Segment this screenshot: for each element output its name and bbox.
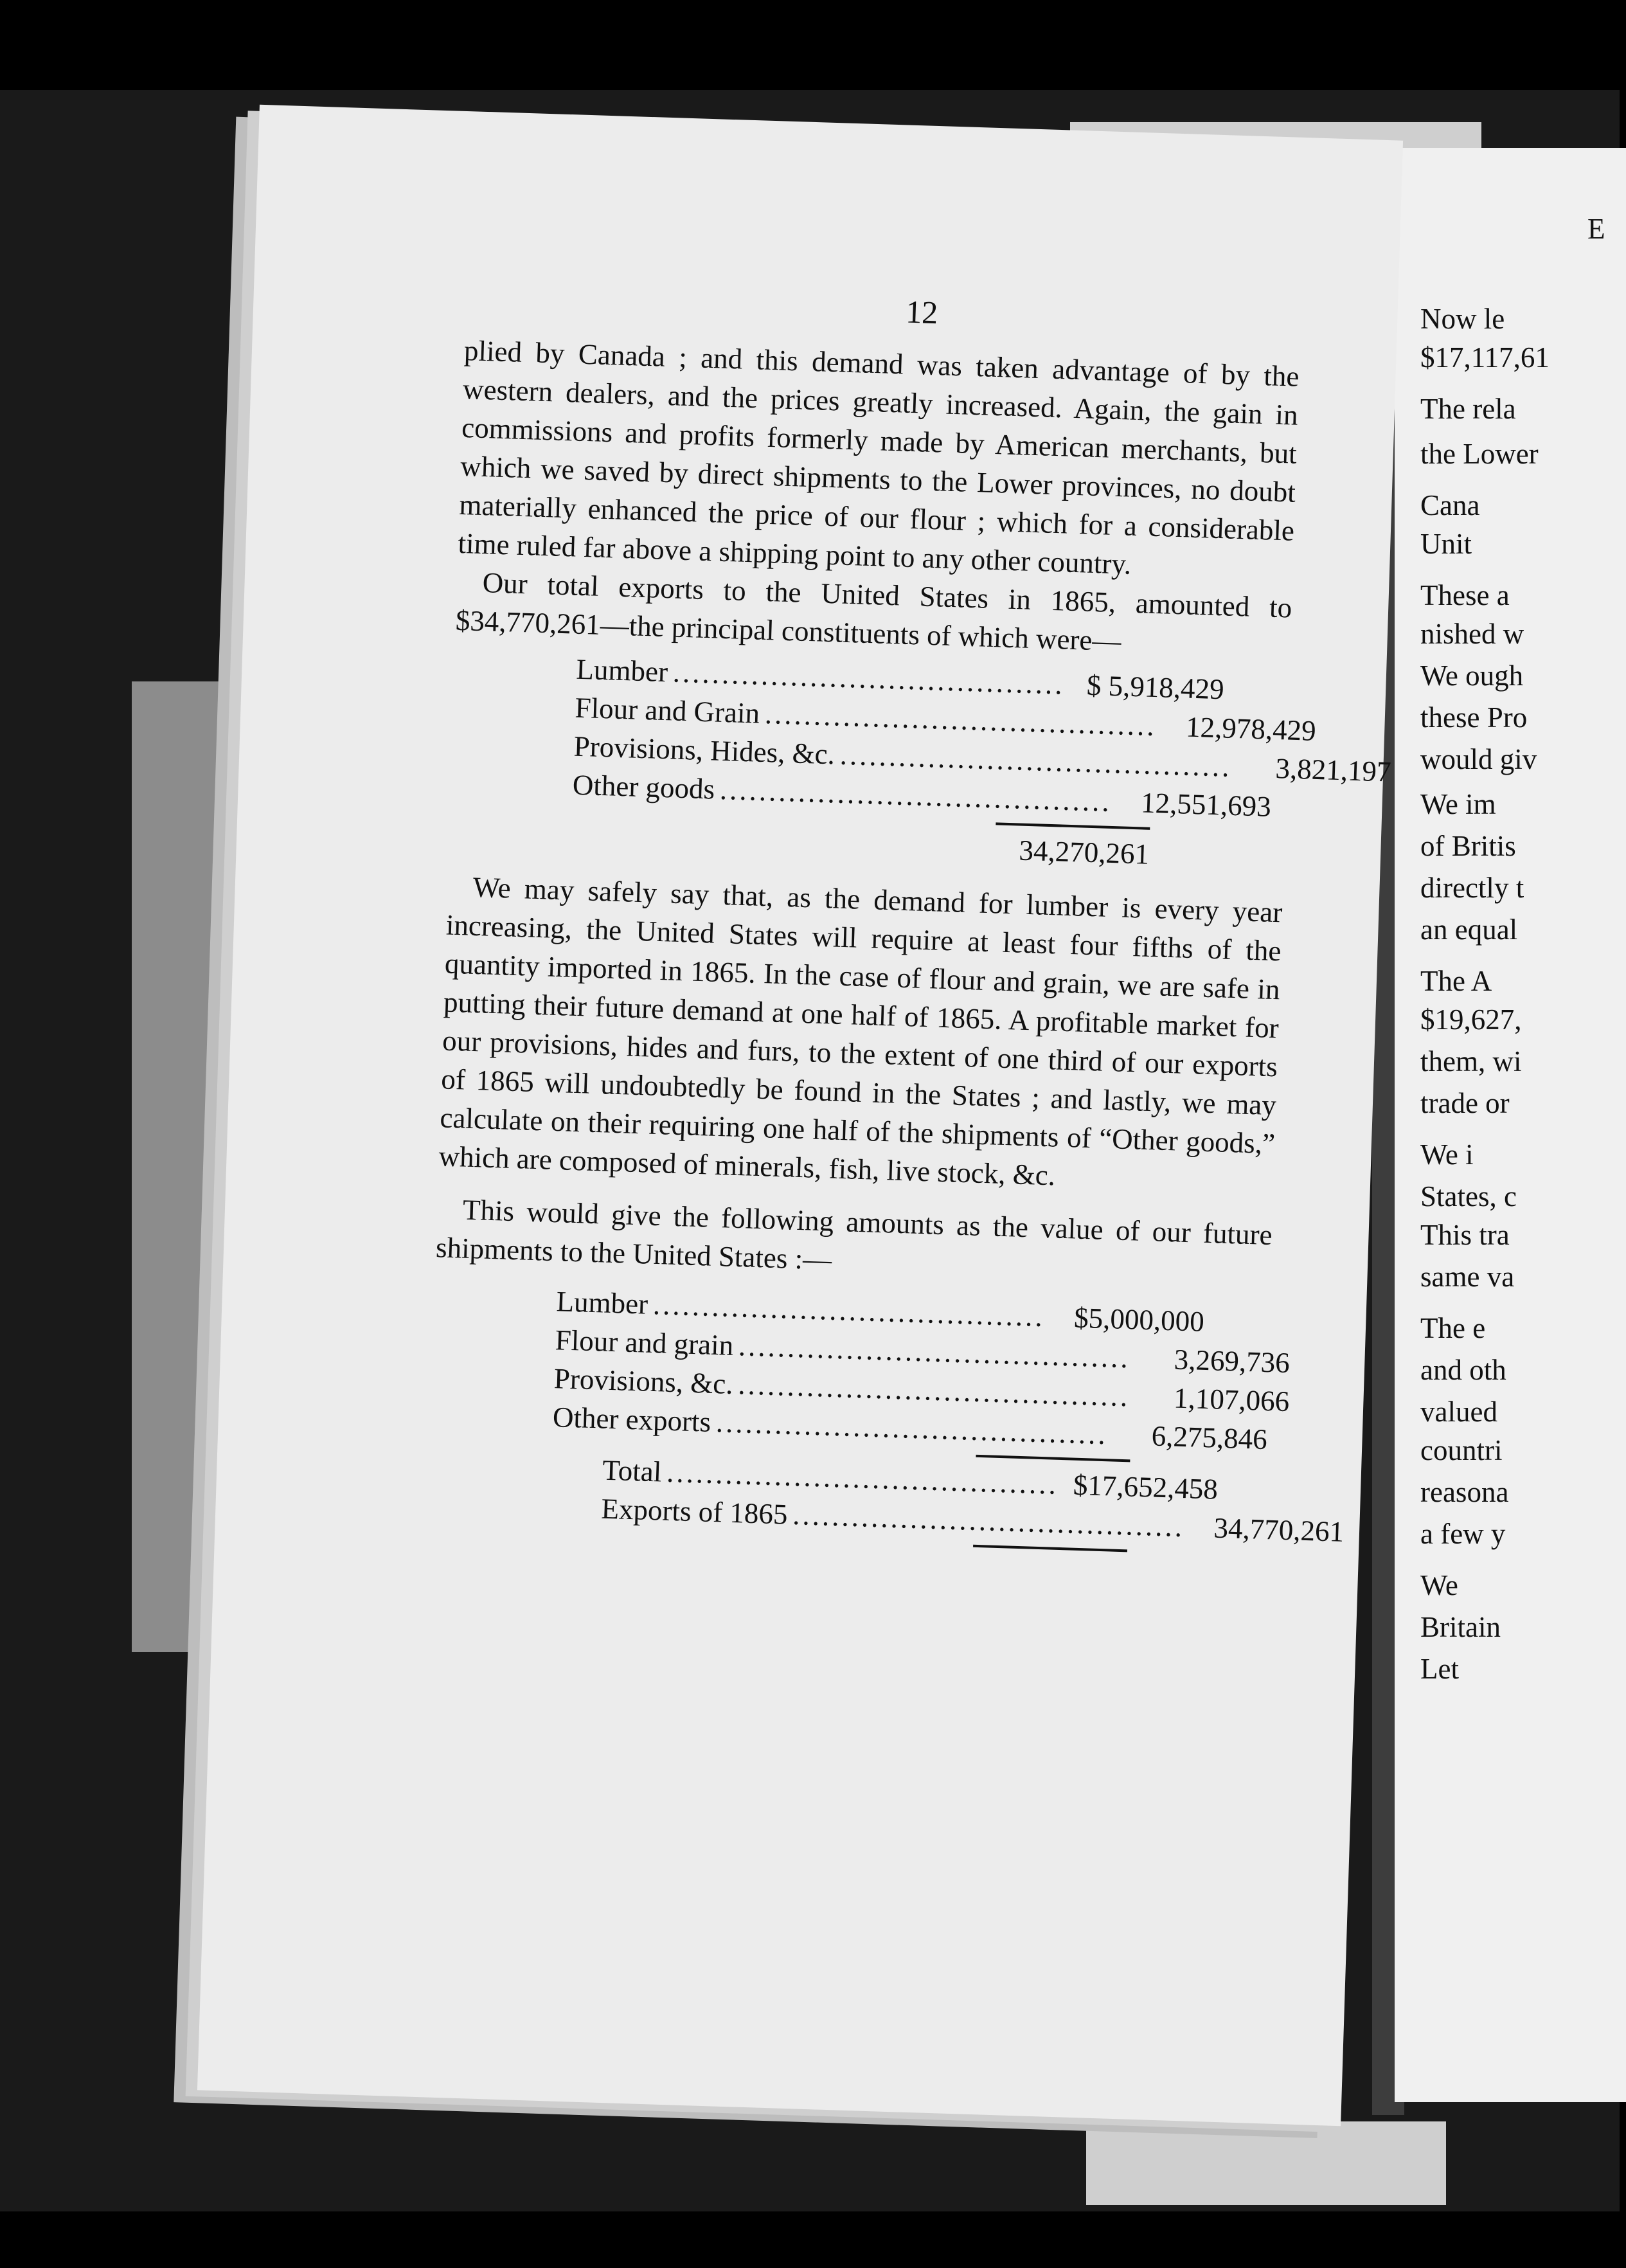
leader-dots: ........................................ <box>719 773 1112 818</box>
table-total: 34,270,261 <box>1018 834 1150 870</box>
row-value: 6,275,846 <box>1151 1419 1268 1456</box>
leader-dots: ........................................ <box>652 1288 1046 1333</box>
right-page-line: These a <box>1420 579 1510 611</box>
row-label: Lumber <box>575 652 668 688</box>
row-label: Lumber <box>555 1285 648 1320</box>
row-value: $ 5,918,429 <box>1086 669 1225 706</box>
scanner-board <box>132 681 228 1652</box>
right-page-line: an equal <box>1420 914 1518 946</box>
leader-dots: ........................................ <box>737 1368 1131 1413</box>
row-value: 12,551,693 <box>1140 786 1272 823</box>
right-page-line: trade or <box>1420 1087 1510 1119</box>
right-page-line: States, c <box>1420 1180 1517 1212</box>
exports-label: Exports of 1865 <box>600 1492 789 1531</box>
right-page-line: directly t <box>1420 872 1524 904</box>
row-label: Flour and Grain <box>574 691 760 730</box>
row-value: $5,000,000 <box>1073 1301 1205 1338</box>
row-value: 3,269,736 <box>1174 1343 1291 1380</box>
right-page-line: We im <box>1420 788 1496 820</box>
row-label: Provisions, &c. <box>553 1362 734 1400</box>
paragraph-3: We may safely say that, as the demand for lumber is every year increasing, the United States will require at least four fifths of the quantity imported in 1865. In the case of flour and grain, we are safe in putting their future demand at one half of 1865. A profitable market for our provisions, hides and furs, to the extent of one third of our exports of 1865 will undoubtedly be found in the States ; and lastly, we may calculate on their requiring one half of the shipments of “Other goods,” which are composed of minerals, fish, live stock, &c. <box>438 870 1283 1192</box>
exports-1865-table <box>571 650 1392 874</box>
right-page-line: them, wi <box>1420 1045 1522 1077</box>
right-page <box>1395 148 1626 2102</box>
leader-dots: ........................................ <box>738 1329 1131 1374</box>
binding-tape-bottom <box>1086 2121 1446 2205</box>
row-label: Provisions, Hides, &c. <box>573 730 835 771</box>
right-page-line: The rela <box>1420 393 1516 425</box>
leader-dots: ........................................ <box>666 1455 1059 1500</box>
right-page-line: nished w <box>1420 618 1524 650</box>
right-page-line: Britain <box>1420 1611 1501 1643</box>
right-page-line: We ough <box>1420 660 1524 692</box>
right-page-line: Cana <box>1420 489 1480 521</box>
row-value: 1,107,066 <box>1173 1382 1290 1418</box>
left-page <box>197 105 1403 2126</box>
row-label: Flour and grain <box>555 1324 734 1362</box>
right-page-line: reasona <box>1420 1476 1509 1508</box>
row-value: 12,978,429 <box>1185 710 1317 747</box>
right-page-line: these Pro <box>1420 701 1528 734</box>
page-content <box>427 278 1392 1563</box>
paragraph-4: This would give the following amounts as the value of our future shipments to the United States :— <box>435 1193 1273 1276</box>
leader-dots: ........................................ <box>792 1498 1185 1544</box>
leader-dots: ........................................ <box>839 738 1233 783</box>
leader-dots: ........................................ <box>764 697 1157 742</box>
right-page-line: We <box>1420 1569 1458 1601</box>
leader-dots: ........................................ <box>715 1406 1109 1451</box>
right-page-line: same va <box>1420 1261 1515 1293</box>
sum-rule <box>996 822 1150 830</box>
exports-value: 34,770,261 <box>1213 1511 1345 1548</box>
right-page-line: Now le <box>1420 303 1505 335</box>
right-page-line: This tra <box>1420 1219 1510 1251</box>
total-label: Total <box>602 1454 663 1488</box>
right-page-line: Unit <box>1420 528 1472 560</box>
right-page-line: $19,627, <box>1420 1004 1522 1036</box>
right-page-line: The A <box>1420 965 1492 997</box>
right-page-line: We i <box>1420 1138 1474 1171</box>
future-shipments-table <box>549 1282 1345 1552</box>
right-page-line: would giv <box>1420 743 1537 775</box>
right-page-line: Let <box>1420 1653 1459 1685</box>
right-page-line: $17,117,61 <box>1420 341 1550 374</box>
right-page-line: and oth <box>1420 1354 1506 1386</box>
total-value: $17,652,458 <box>1073 1468 1219 1506</box>
page-number: 12 <box>905 293 939 331</box>
right-page-line: of Britis <box>1420 830 1516 862</box>
sum-rule <box>976 1455 1130 1462</box>
row-label: Other goods <box>572 768 715 806</box>
leader-dots: ........................................ <box>672 656 1066 701</box>
row-value: 3,821,197 <box>1274 752 1392 788</box>
paragraph-2: Our total exports to the United States in 1865, amounted to $34,770,261—the principal constituents of which were— <box>455 566 1292 658</box>
right-page-line: a few y <box>1420 1518 1506 1550</box>
right-page-text <box>1395 148 1626 2102</box>
paragraph-1: plied by Canada ; and this demand was taken advantage of by the western dealers, and the prices greatly increased. Again, the gain in commissions and profits formerly made by American merchants, but which we saved by direct shipments to the Lower provinces, no doubt materially enhanced the price of our flour ; which for a considerable time ruled far above a shipping point to any other country. <box>457 334 1300 580</box>
row-label: Other exports <box>552 1401 711 1438</box>
right-page-line: E <box>1587 213 1605 245</box>
right-page-line: the Lower <box>1420 438 1539 470</box>
right-page-line: countri <box>1420 1434 1503 1466</box>
sum-rule <box>973 1545 1127 1553</box>
right-page-line: valued <box>1420 1396 1497 1428</box>
right-page-line: The e <box>1420 1312 1486 1344</box>
